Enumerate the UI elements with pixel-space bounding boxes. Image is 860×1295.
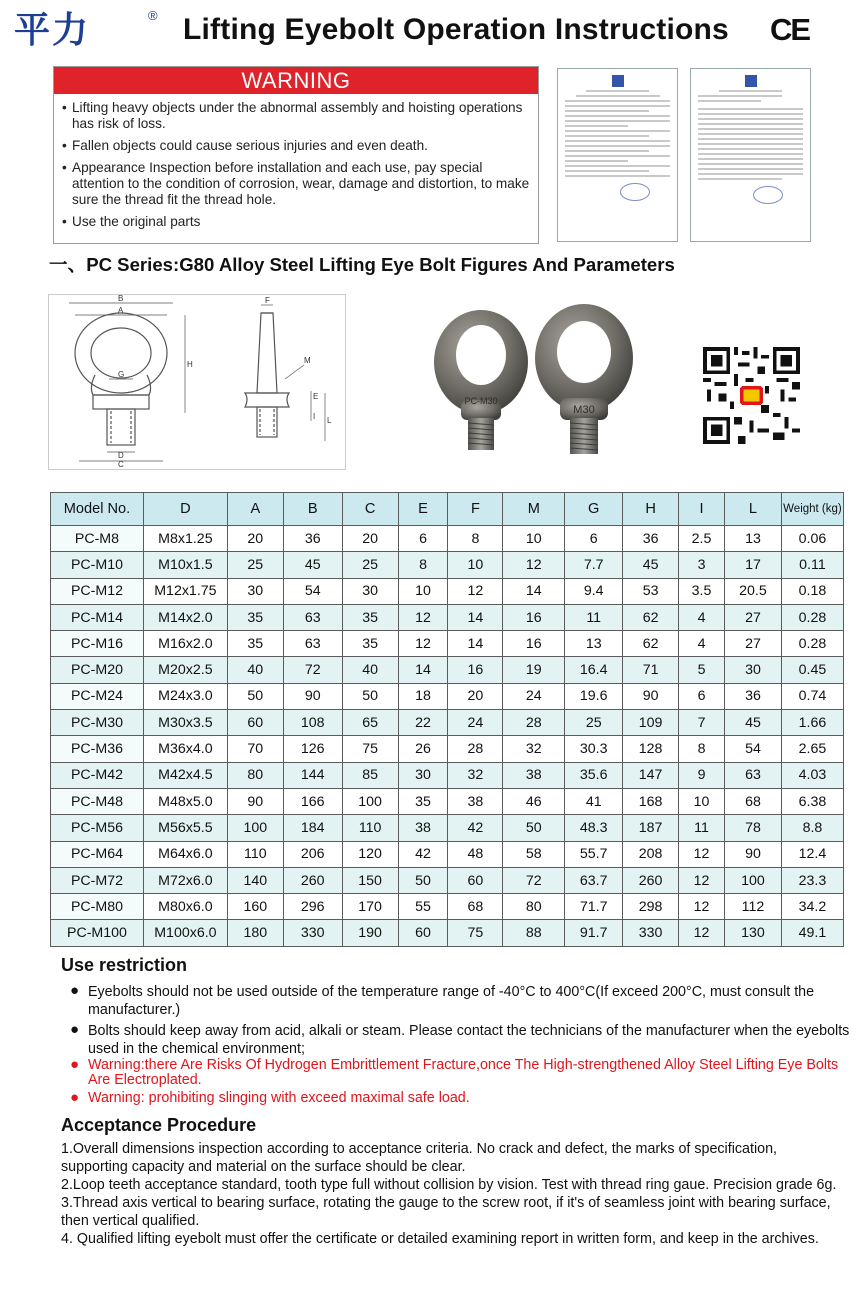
table-cell: 55 — [398, 894, 448, 920]
table-cell: M100x6.0 — [143, 920, 227, 946]
table-cell: 112 — [725, 894, 782, 920]
table-cell: 80 — [503, 894, 565, 920]
warning-item: • Use the original parts — [62, 214, 201, 229]
table-cell: 12 — [679, 841, 725, 867]
table-cell: 8 — [679, 736, 725, 762]
table-cell: 30 — [342, 578, 398, 604]
table-row — [51, 578, 844, 604]
table-cell: 40 — [342, 657, 398, 683]
table-row — [51, 894, 844, 920]
table-cell: 0.28 — [781, 604, 843, 630]
table-cell: 78 — [725, 815, 782, 841]
table-cell-model: PC-M20 — [51, 657, 144, 683]
table-cell-model: PC-M48 — [51, 788, 144, 814]
table-cell: 30.3 — [565, 736, 623, 762]
warning-item: • Lifting heavy objects under the abnormal assembly and hoisting operations has risk of loss. — [62, 100, 523, 131]
table-cell: 58 — [503, 841, 565, 867]
table-cell: 24 — [503, 683, 565, 709]
table-cell: 0.28 — [781, 631, 843, 657]
table-cell: 16.4 — [565, 657, 623, 683]
table-cell: 27 — [725, 604, 782, 630]
table-cell: 54 — [725, 736, 782, 762]
dim-label-e: E — [313, 392, 319, 401]
table-header: H — [623, 493, 679, 526]
table-cell: 9.4 — [565, 578, 623, 604]
table-cell: 109 — [623, 710, 679, 736]
table-cell: 12 — [679, 920, 725, 946]
table-row — [51, 920, 844, 946]
table-cell: 53 — [623, 578, 679, 604]
table-row — [51, 736, 844, 762]
table-cell: 28 — [448, 736, 503, 762]
parameter-table — [50, 492, 844, 947]
table-row — [51, 867, 844, 893]
table-cell: 147 — [623, 762, 679, 788]
table-cell: 208 — [623, 841, 679, 867]
table-cell: 68 — [448, 894, 503, 920]
table-cell: 72 — [283, 657, 342, 683]
dim-label-d: D — [118, 451, 124, 460]
table-cell: 50 — [503, 815, 565, 841]
table-cell: 166 — [283, 788, 342, 814]
table-cell: 17 — [725, 552, 782, 578]
acceptance-step: 3.Thread axis vertical to bearing surface, rotating the gauge to the screw root, if it's of seamless joint with bearing surface, then vertical qualified. — [61, 1195, 831, 1229]
table-cell: 90 — [227, 788, 283, 814]
table-cell: 6 — [398, 526, 448, 552]
dim-label-l: L — [327, 416, 332, 425]
ce-mark: CE — [770, 12, 810, 47]
eyebolt-left — [434, 310, 528, 450]
table-header: L — [725, 493, 782, 526]
table-cell: 120 — [342, 841, 398, 867]
table-cell: 28 — [503, 710, 565, 736]
table-cell: 90 — [623, 683, 679, 709]
table-cell: M48x5.0 — [143, 788, 227, 814]
table-cell: 25 — [565, 710, 623, 736]
table-cell: 330 — [283, 920, 342, 946]
table-cell: 85 — [342, 762, 398, 788]
table-cell: 187 — [623, 815, 679, 841]
table-cell: 45 — [283, 552, 342, 578]
product-specification-certificate-image — [690, 68, 811, 242]
table-cell: M10x1.5 — [143, 552, 227, 578]
table-cell: 110 — [342, 815, 398, 841]
table-cell: 14 — [448, 604, 503, 630]
table-cell: 160 — [227, 894, 283, 920]
table-cell: 30 — [227, 578, 283, 604]
table-cell: 20 — [342, 526, 398, 552]
use-restriction-heading: Use restriction — [61, 955, 188, 975]
bullet-icon: • — [62, 138, 67, 153]
table-row — [51, 604, 844, 630]
dim-label-g: G — [118, 370, 125, 379]
table-cell: 30 — [725, 657, 782, 683]
overload-warning: ● Warning: prohibiting slinging with exceed maximal safe load. — [70, 1089, 470, 1106]
dim-label-m: M — [304, 356, 311, 365]
table-cell: 38 — [398, 815, 448, 841]
table-cell: 0.18 — [781, 578, 843, 604]
table-cell: 108 — [283, 710, 342, 736]
table-cell-model: PC-M14 — [51, 604, 144, 630]
table-cell-model: PC-M16 — [51, 631, 144, 657]
table-cell-model: PC-M36 — [51, 736, 144, 762]
table-cell: 6.38 — [781, 788, 843, 814]
photo-marking-model: PC-M30 — [464, 396, 498, 406]
table-cell: 30 — [398, 762, 448, 788]
table-cell: 35 — [227, 631, 283, 657]
table-cell: 330 — [623, 920, 679, 946]
table-cell: 184 — [283, 815, 342, 841]
table-cell: 3.5 — [679, 578, 725, 604]
table-cell: 4 — [679, 604, 725, 630]
table-cell: 1.66 — [781, 710, 843, 736]
bullet-icon: ● — [70, 1056, 80, 1073]
table-cell: 3 — [679, 552, 725, 578]
eu-flag-icon — [745, 75, 757, 87]
bullet-icon: ● — [70, 1021, 80, 1038]
certificate-stamp — [753, 186, 783, 204]
use-restriction-item: ● Bolts should keep away from acid, alkali or steam. Please contact the technicians of the manufacturer when the eyebolts used in the chemical environment; — [70, 1021, 850, 1057]
table-cell: 100 — [227, 815, 283, 841]
photo-marking-size: M30 — [573, 404, 595, 416]
table-cell: 13 — [725, 526, 782, 552]
table-cell: 25 — [342, 552, 398, 578]
table-header-row — [51, 493, 844, 526]
dim-label-i: I — [313, 412, 316, 421]
dim-label-c: C — [118, 460, 124, 469]
use-restriction-list — [70, 983, 850, 1106]
table-cell: 24 — [448, 710, 503, 736]
table-cell: 10 — [448, 552, 503, 578]
table-cell: 180 — [227, 920, 283, 946]
table-cell: M80x6.0 — [143, 894, 227, 920]
table-cell-model: PC-M12 — [51, 578, 144, 604]
table-header: I — [679, 493, 725, 526]
table-cell: 260 — [283, 867, 342, 893]
table-header: Weight (kg) — [781, 493, 843, 526]
table-cell: 140 — [227, 867, 283, 893]
table-cell: 23.3 — [781, 867, 843, 893]
table-cell: M8x1.25 — [143, 526, 227, 552]
table-cell-model: PC-M72 — [51, 867, 144, 893]
brand-logo-text: 平力 — [14, 9, 91, 51]
table-cell: 46 — [503, 788, 565, 814]
table-cell: 70 — [227, 736, 283, 762]
table-cell: 4.03 — [781, 762, 843, 788]
parameter-table-body — [51, 526, 844, 947]
brand-logo — [14, 10, 164, 50]
table-cell: M56x5.5 — [143, 815, 227, 841]
table-row — [51, 762, 844, 788]
bullet-icon: ● — [70, 982, 80, 999]
table-cell: M30x3.5 — [143, 710, 227, 736]
table-cell: 150 — [342, 867, 398, 893]
table-row — [51, 683, 844, 709]
table-cell: 32 — [503, 736, 565, 762]
table-cell: 48 — [448, 841, 503, 867]
table-cell: 36 — [623, 526, 679, 552]
table-cell: 12 — [679, 867, 725, 893]
table-cell: 12 — [503, 552, 565, 578]
table-cell: M24x3.0 — [143, 683, 227, 709]
table-cell: 48.3 — [565, 815, 623, 841]
table-cell: 71 — [623, 657, 679, 683]
table-row — [51, 657, 844, 683]
table-header: Model No. — [51, 493, 144, 526]
table-cell: 63 — [283, 631, 342, 657]
table-cell: 2.65 — [781, 736, 843, 762]
table-cell: 75 — [448, 920, 503, 946]
table-header: E — [398, 493, 448, 526]
table-cell: 6 — [565, 526, 623, 552]
table-cell: 40 — [227, 657, 283, 683]
acceptance-heading: Acceptance Procedure — [61, 1115, 257, 1135]
table-cell: 10 — [503, 526, 565, 552]
table-cell: 128 — [623, 736, 679, 762]
table-cell: 7 — [679, 710, 725, 736]
table-cell-model: PC-M100 — [51, 920, 144, 946]
table-cell: 60 — [448, 867, 503, 893]
table-cell: 75 — [342, 736, 398, 762]
registered-mark: ® — [148, 8, 158, 23]
table-cell: 38 — [448, 788, 503, 814]
table-cell: 35 — [227, 604, 283, 630]
table-cell: 5 — [679, 657, 725, 683]
table-cell: 11 — [679, 815, 725, 841]
table-cell: 35 — [342, 604, 398, 630]
table-row — [51, 841, 844, 867]
acceptance-step: 2.Loop teeth acceptance standard, tooth type full without collision by vision. Test with thread ring gaue. Precision grade 6g. — [61, 1177, 837, 1193]
table-cell: 8 — [398, 552, 448, 578]
table-cell: M72x6.0 — [143, 867, 227, 893]
eu-flag-icon — [612, 75, 624, 87]
table-cell: 35 — [342, 631, 398, 657]
warning-item: • Fallen objects could cause serious injuries and even death. — [62, 138, 428, 153]
table-cell: 19.6 — [565, 683, 623, 709]
table-cell-model: PC-M10 — [51, 552, 144, 578]
table-cell: 110 — [227, 841, 283, 867]
table-cell: 0.74 — [781, 683, 843, 709]
dim-label-h: H — [187, 360, 193, 369]
table-cell: 10 — [679, 788, 725, 814]
table-cell: 32 — [448, 762, 503, 788]
table-cell: 8 — [448, 526, 503, 552]
table-row — [51, 526, 844, 552]
dim-label-f: F — [265, 296, 270, 305]
table-cell: 8.8 — [781, 815, 843, 841]
table-cell: 4 — [679, 631, 725, 657]
table-cell-model: PC-M64 — [51, 841, 144, 867]
table-cell: 60 — [398, 920, 448, 946]
table-cell: 100 — [725, 867, 782, 893]
table-cell: 55.7 — [565, 841, 623, 867]
table-cell-model: PC-M24 — [51, 683, 144, 709]
table-cell: 168 — [623, 788, 679, 814]
table-row — [51, 815, 844, 841]
bullet-icon: • — [62, 100, 67, 115]
table-cell: 62 — [623, 604, 679, 630]
table-cell: 12 — [398, 631, 448, 657]
acceptance-step: 4. Qualified lifting eyebolt must offer the certificate or detailed examining report in written form, and keep in the archives. — [61, 1231, 819, 1247]
table-cell-model: PC-M56 — [51, 815, 144, 841]
table-cell: 10 — [398, 578, 448, 604]
table-header: G — [565, 493, 623, 526]
page-title: Lifting Eyebolt Operation Instructions — [183, 13, 729, 46]
table-cell: 14 — [448, 631, 503, 657]
warning-heading: WARNING — [54, 67, 538, 94]
table-cell: 22 — [398, 710, 448, 736]
table-cell: 54 — [283, 578, 342, 604]
table-cell: 260 — [623, 867, 679, 893]
table-cell: 19 — [503, 657, 565, 683]
table-cell: 144 — [283, 762, 342, 788]
eyebolt-right — [535, 304, 633, 454]
table-cell: 0.11 — [781, 552, 843, 578]
table-cell: 12 — [679, 894, 725, 920]
table-cell: 2.5 — [679, 526, 725, 552]
table-row — [51, 710, 844, 736]
eyebolt-product-photo — [426, 300, 646, 465]
warning-box — [53, 66, 539, 244]
table-cell: 0.06 — [781, 526, 843, 552]
table-cell: 63 — [283, 604, 342, 630]
table-cell: 16 — [448, 657, 503, 683]
table-cell: 35 — [398, 788, 448, 814]
hydrogen-embrittlement-warning: ● Warning:there Are Risks Of Hydrogen Embrittlement Fracture,once The High-strengthened Alloy Steel Lifting Eye Bolts Are Electroplated. — [70, 1056, 839, 1088]
table-row — [51, 552, 844, 578]
table-cell: 7.7 — [565, 552, 623, 578]
warning-item: • Appearance Inspection before installation and each use, pay special attention to the condition of corrosion, wear, damage and distortion, to make sure the thread fit the thread hole. — [62, 160, 530, 207]
table-cell: 130 — [725, 920, 782, 946]
table-cell: 49.1 — [781, 920, 843, 946]
table-cell: M42x4.5 — [143, 762, 227, 788]
acceptance-procedure — [61, 1140, 841, 1248]
table-cell: 20 — [448, 683, 503, 709]
table-cell: 38 — [503, 762, 565, 788]
table-cell: 60 — [227, 710, 283, 736]
dim-label-b: B — [118, 295, 124, 303]
table-header: A — [227, 493, 283, 526]
table-cell: 50 — [398, 867, 448, 893]
table-cell: 65 — [342, 710, 398, 736]
table-cell: 50 — [227, 683, 283, 709]
table-cell: 20 — [227, 526, 283, 552]
table-cell: 16 — [503, 604, 565, 630]
warning-list — [54, 94, 538, 230]
table-cell-model: PC-M8 — [51, 526, 144, 552]
section-title: 一、PC Series:G80 Alloy Steel Lifting Eye Bolt Figures And Parameters — [49, 254, 675, 275]
eyebolt-technical-drawing — [48, 294, 346, 470]
table-cell: 18 — [398, 683, 448, 709]
table-cell: 298 — [623, 894, 679, 920]
table-cell: 63 — [725, 762, 782, 788]
table-cell: 126 — [283, 736, 342, 762]
table-cell: M36x4.0 — [143, 736, 227, 762]
table-cell: 170 — [342, 894, 398, 920]
table-cell: 72 — [503, 867, 565, 893]
table-cell: 35.6 — [565, 762, 623, 788]
table-cell: M12x1.75 — [143, 578, 227, 604]
table-cell: 50 — [342, 683, 398, 709]
table-header: D — [143, 493, 227, 526]
table-cell: 80 — [227, 762, 283, 788]
certificate-stamp — [620, 183, 650, 201]
table-cell-model: PC-M42 — [51, 762, 144, 788]
bullet-icon: • — [62, 160, 67, 175]
table-cell: 34.2 — [781, 894, 843, 920]
table-cell: 12.4 — [781, 841, 843, 867]
qr-code-icon — [703, 347, 800, 444]
table-cell: 26 — [398, 736, 448, 762]
table-cell: 62 — [623, 631, 679, 657]
table-cell: 16 — [503, 631, 565, 657]
table-cell: M14x2.0 — [143, 604, 227, 630]
table-cell: 9 — [679, 762, 725, 788]
table-cell: 36 — [283, 526, 342, 552]
table-header: B — [283, 493, 342, 526]
table-cell: 42 — [398, 841, 448, 867]
table-cell: 45 — [623, 552, 679, 578]
use-restriction-item: ● Eyebolts should not be used outside of the temperature range of -40°C to 400°C(If exceed 200°C, must consult the manufacturer.) — [70, 982, 815, 1018]
table-cell: 296 — [283, 894, 342, 920]
table-cell: 90 — [725, 841, 782, 867]
table-cell: 14 — [398, 657, 448, 683]
table-cell: 88 — [503, 920, 565, 946]
table-cell: 20.5 — [725, 578, 782, 604]
ce-certificate-image — [557, 68, 678, 242]
table-cell: M20x2.5 — [143, 657, 227, 683]
table-cell: 6 — [679, 683, 725, 709]
table-cell: M64x6.0 — [143, 841, 227, 867]
table-cell: 41 — [565, 788, 623, 814]
table-cell: 100 — [342, 788, 398, 814]
table-cell: 36 — [725, 683, 782, 709]
table-cell: 68 — [725, 788, 782, 814]
table-cell: 206 — [283, 841, 342, 867]
table-cell: 0.45 — [781, 657, 843, 683]
dimension-drawings — [49, 295, 345, 469]
table-row — [51, 631, 844, 657]
dim-label-a: A — [118, 306, 124, 315]
table-header: C — [342, 493, 398, 526]
table-cell: 25 — [227, 552, 283, 578]
table-header: F — [448, 493, 503, 526]
table-cell: 90 — [283, 683, 342, 709]
table-cell: 13 — [565, 631, 623, 657]
table-cell: 190 — [342, 920, 398, 946]
table-cell: 12 — [448, 578, 503, 604]
table-cell: 45 — [725, 710, 782, 736]
table-row — [51, 788, 844, 814]
bullet-icon: ● — [70, 1089, 80, 1106]
table-cell: 11 — [565, 604, 623, 630]
table-cell-model: PC-M30 — [51, 710, 144, 736]
acceptance-step: 1.Overall dimensions inspection according to acceptance criteria. No crack and defect, the marks of specification, supporting capacity and material on the surface should be clear. — [61, 1141, 777, 1175]
table-cell: M16x2.0 — [143, 631, 227, 657]
table-cell: 12 — [398, 604, 448, 630]
table-cell: 27 — [725, 631, 782, 657]
table-cell: 63.7 — [565, 867, 623, 893]
table-cell: 71.7 — [565, 894, 623, 920]
table-header: M — [503, 493, 565, 526]
table-cell: 42 — [448, 815, 503, 841]
table-cell-model: PC-M80 — [51, 894, 144, 920]
table-cell: 14 — [503, 578, 565, 604]
table-cell: 91.7 — [565, 920, 623, 946]
bullet-icon: • — [62, 214, 67, 229]
